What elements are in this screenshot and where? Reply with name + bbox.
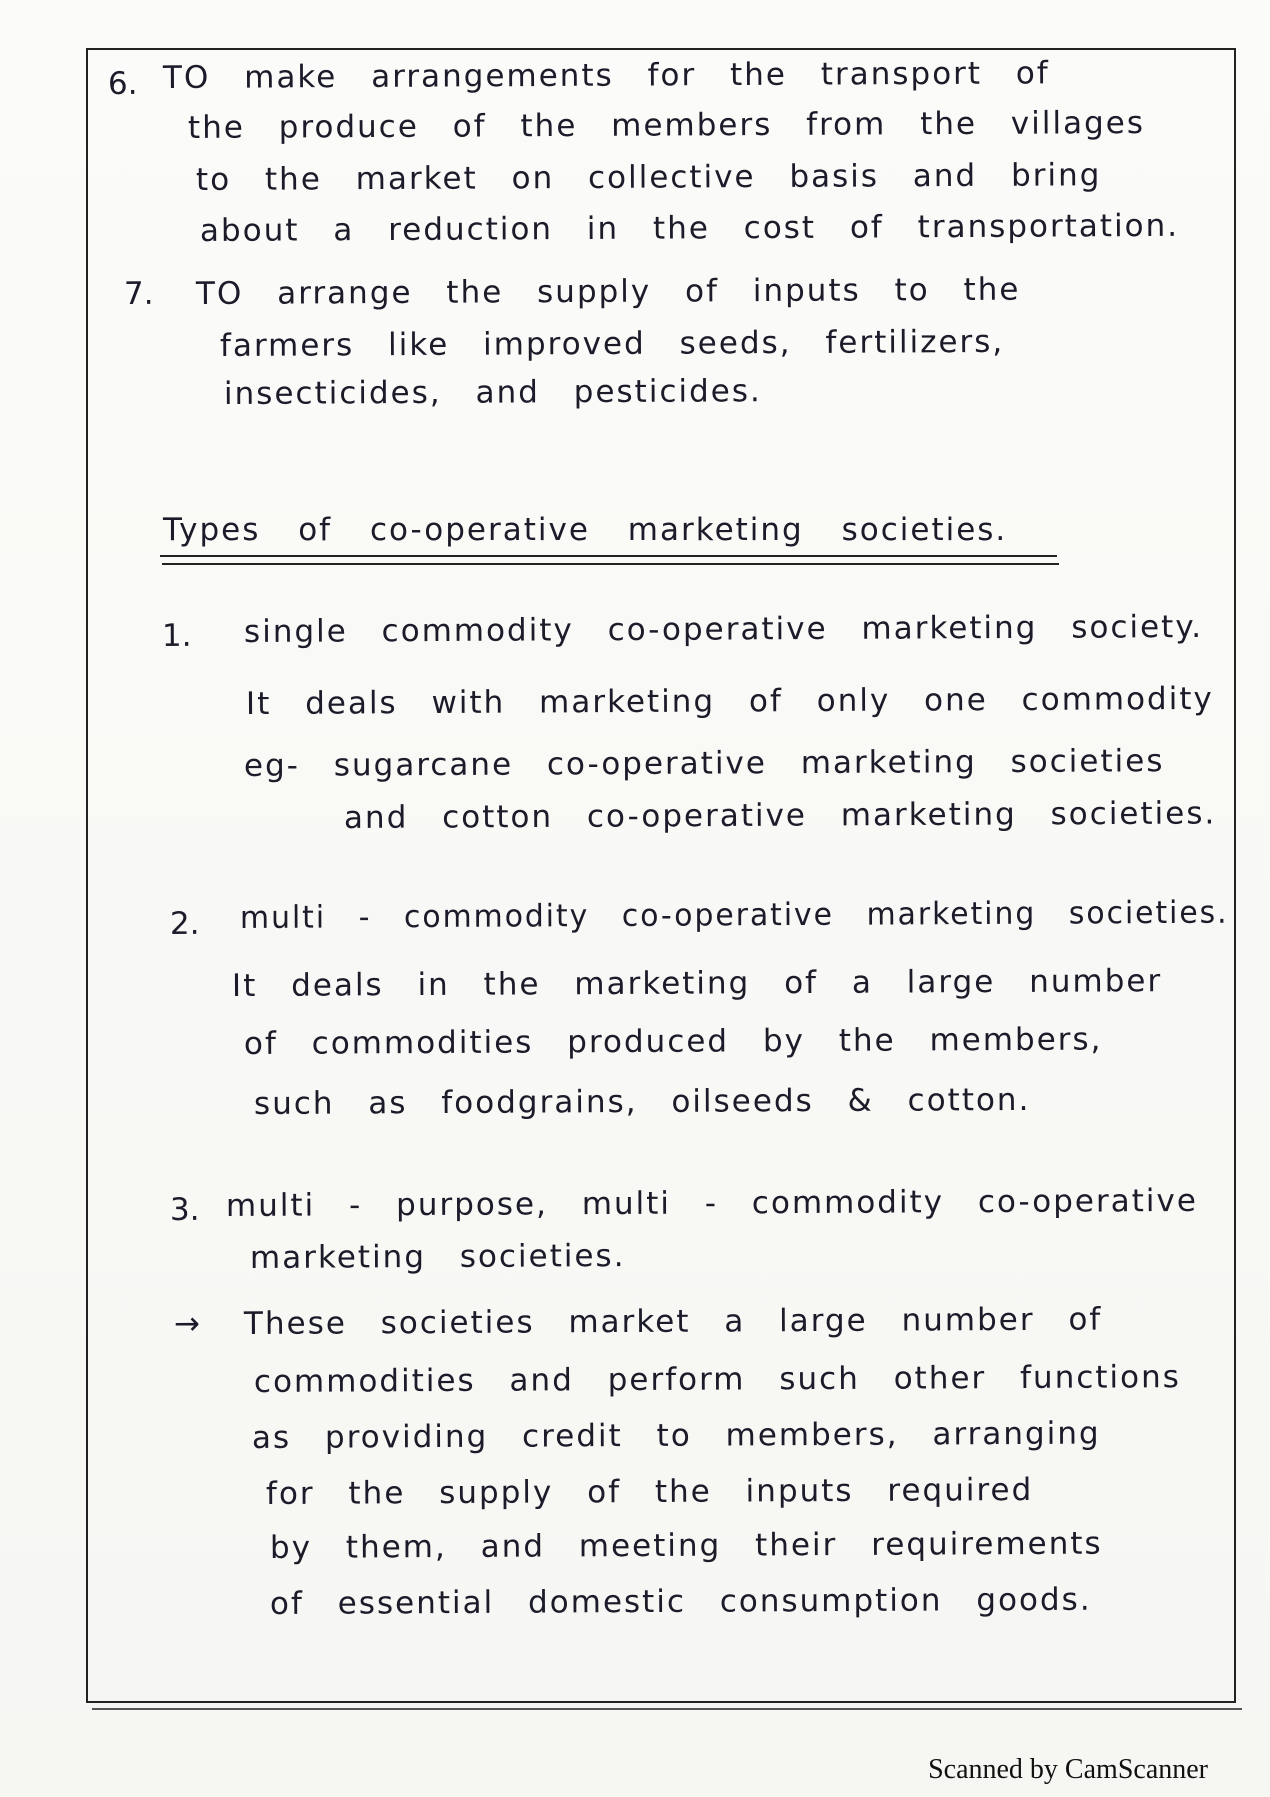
point-6-line-3: to the market on collective basis and bring (195, 157, 1102, 198)
type-2-line-1: It deals in the marketing of a large number (231, 963, 1163, 1004)
page-border-shadow (92, 1708, 1242, 1710)
type-3-line-2: commodities and perform such other functions (253, 1359, 1181, 1400)
type-1-line-1: It deals with marketing of only one commodity (245, 680, 1214, 722)
arrow-icon: → (173, 1305, 203, 1342)
type-3-line-4: for the supply of the inputs required (265, 1471, 1034, 1512)
point-7-line-2: farmers like improved seeds, fertilizers, (219, 323, 1005, 364)
point-7-line-3: insecticides, and pesticides. (223, 373, 762, 412)
type-3-number: 3. (169, 1191, 200, 1228)
scanner-watermark: Scanned by CamScanner (928, 1754, 1208, 1785)
point-6-line-1: TO make arrangements for the transport of (162, 55, 1050, 96)
type-1-title: single commodity co-operative marketing society. (243, 608, 1204, 650)
type-1-line-3: and cotton co-operative marketing societies. (343, 795, 1217, 836)
point-6-line-2: the produce of the members from the villages (187, 104, 1146, 146)
section-heading: Types of co-operative marketing societies. (163, 512, 1008, 548)
type-2-title: multi - commodity co-operative marketing societies. (239, 894, 1229, 936)
point-6-line-4: about a reduction in the cost of transportation. (199, 207, 1180, 249)
type-3-line-6: of essential domestic consumption goods. (269, 1581, 1092, 1622)
type-3-title-line-1: multi - purpose, multi - commodity co-operative (225, 1182, 1198, 1224)
type-1-number: 1. (161, 617, 192, 654)
type-3-line-1: These societies market a large number of (243, 1301, 1103, 1342)
type-2-line-3: such as foodgrains, oilseeds & cotton. (253, 1081, 1031, 1122)
type-2-line-2: of commodities produced by the members, (243, 1021, 1103, 1062)
type-3-line-3: as providing credit to members, arranging (251, 1415, 1101, 1456)
type-1-line-2: eg- sugarcane co-operative marketing societies (243, 743, 1165, 784)
point-7-line-1: TO arrange the supply of inputs to the (195, 271, 1021, 312)
heading-underline-second (162, 563, 1059, 565)
type-3-title-line-2: marketing societies. (249, 1238, 626, 1276)
heading-underline (160, 555, 1057, 557)
point-7-number: 7. (123, 275, 154, 312)
type-2-number: 2. (169, 905, 200, 942)
point-6-number: 6. (107, 65, 138, 102)
type-3-line-5: by them, and meeting their requirements (269, 1525, 1103, 1566)
